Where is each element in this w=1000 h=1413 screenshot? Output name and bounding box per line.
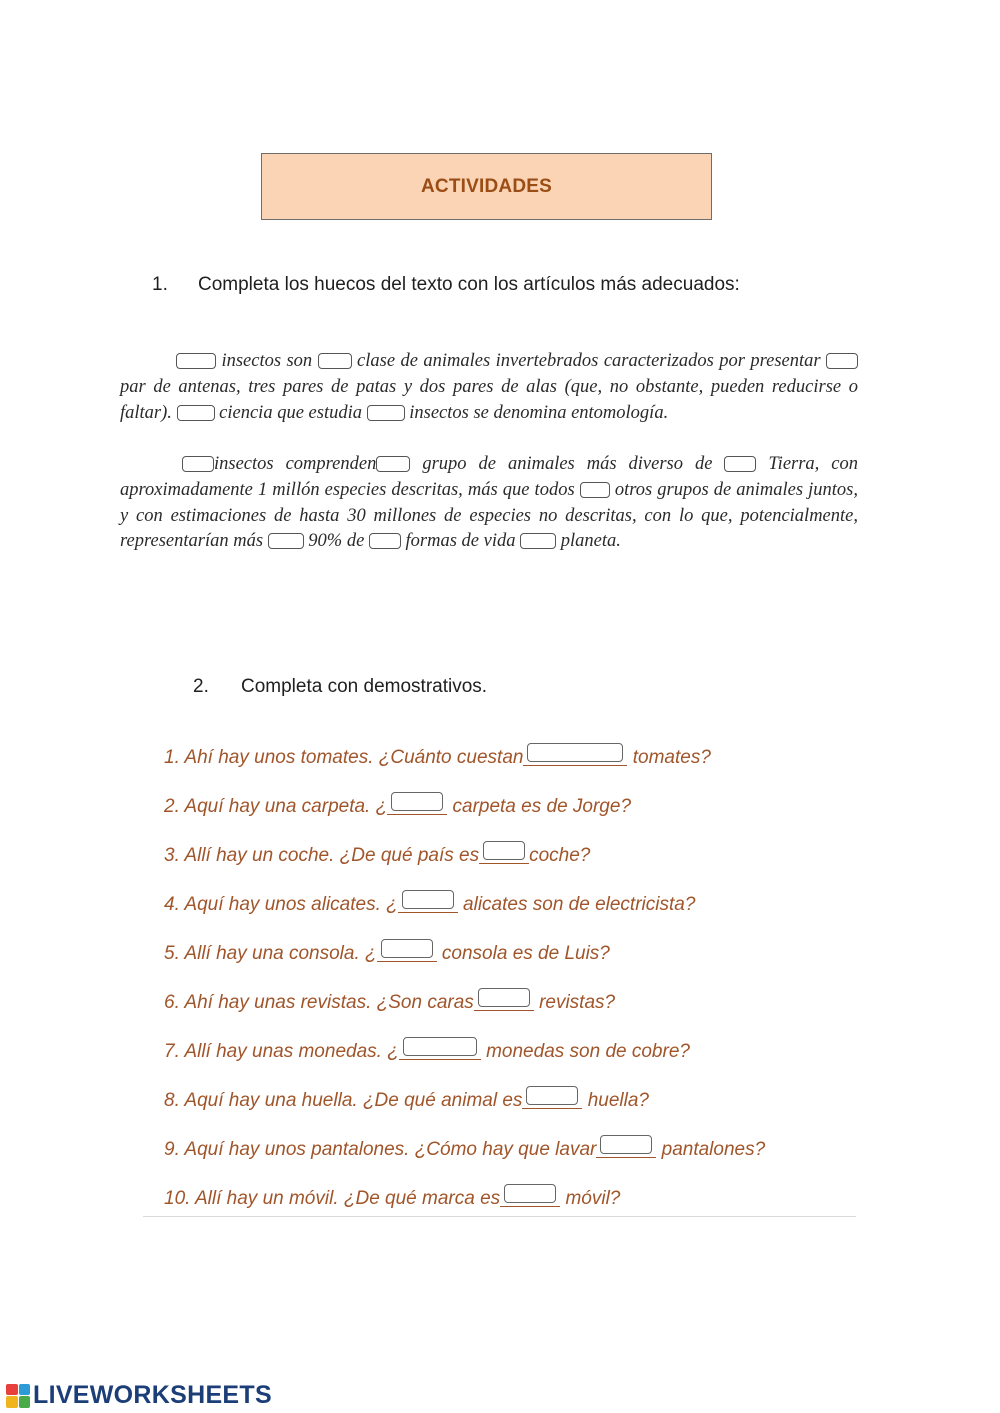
answer-blank-3[interactable] bbox=[826, 353, 858, 369]
item-prompt: 9. Aquí hay unos pantalones. ¿Cómo hay que lavar bbox=[164, 1139, 597, 1160]
list-item bbox=[164, 740, 765, 789]
logo-square bbox=[6, 1396, 18, 1408]
text-segment: formas de vida bbox=[405, 531, 516, 552]
answer-blank-demo-8[interactable] bbox=[522, 1089, 582, 1109]
answer-blank-11[interactable] bbox=[369, 533, 401, 549]
answer-blank-demo-3[interactable] bbox=[479, 844, 529, 864]
text-segment: par de antenas, tres pares de patas y dos pares de alas (que, no obstante, pueden reducirse o faltar). bbox=[120, 376, 858, 423]
logo-square bbox=[6, 1384, 18, 1396]
answer-box[interactable] bbox=[504, 1184, 556, 1203]
list-item bbox=[164, 1181, 765, 1230]
answer-blank-demo-4[interactable] bbox=[398, 893, 458, 913]
liveworksheets-logo-icon bbox=[6, 1384, 30, 1408]
item-prompt: 7. Allí hay unas monedas. ¿ bbox=[164, 1041, 399, 1062]
title-banner bbox=[261, 153, 712, 220]
exercise-2-instruction: Completa con demostrativos. bbox=[241, 676, 488, 697]
answer-box[interactable] bbox=[600, 1135, 652, 1154]
item-prompt: 1. Ahí hay unos tomates. ¿Cuánto cuestan bbox=[164, 747, 524, 768]
list-item bbox=[164, 789, 765, 838]
answer-box[interactable] bbox=[526, 1086, 578, 1105]
answer-blank-7[interactable] bbox=[376, 456, 410, 472]
logo-square bbox=[19, 1384, 31, 1396]
item-prompt: 6. Ahí hay unas revistas. ¿Son caras bbox=[164, 992, 474, 1013]
answer-box[interactable] bbox=[402, 890, 454, 909]
answer-box[interactable] bbox=[381, 939, 433, 958]
item-ending: coche? bbox=[529, 845, 591, 866]
item-prompt: 8. Aquí hay una huella. ¿De qué animal es bbox=[164, 1090, 523, 1111]
bottom-divider bbox=[143, 1216, 856, 1217]
exercise-2-heading bbox=[193, 676, 487, 698]
list-item bbox=[164, 838, 765, 887]
answer-box[interactable] bbox=[478, 988, 530, 1007]
answer-blank-demo-2[interactable] bbox=[387, 795, 447, 815]
text-segment: insectos se denomina entomología. bbox=[409, 402, 669, 423]
answer-blank-4[interactable] bbox=[177, 405, 215, 421]
answer-box[interactable] bbox=[391, 792, 443, 811]
exercise-1-number: 1. bbox=[152, 274, 168, 295]
answer-blank-9[interactable] bbox=[580, 482, 610, 498]
list-item bbox=[164, 1034, 765, 1083]
item-ending: carpeta es de Jorge? bbox=[452, 796, 632, 817]
answer-blank-demo-9[interactable] bbox=[596, 1138, 656, 1158]
text-segment: clase de animales invertebrados caracterizados por presentar bbox=[357, 351, 821, 371]
item-ending: pantalones? bbox=[661, 1139, 766, 1160]
list-item bbox=[164, 887, 765, 936]
item-ending: tomates? bbox=[632, 747, 711, 768]
item-ending: monedas son de cobre? bbox=[486, 1041, 690, 1062]
item-prompt: 3. Allí hay un coche. ¿De qué país es bbox=[164, 845, 480, 866]
item-ending: revistas? bbox=[539, 992, 616, 1013]
answer-blank-8[interactable] bbox=[724, 456, 756, 472]
exercise-1-paragraph-1 bbox=[120, 349, 858, 426]
text-segment: 90% de bbox=[308, 531, 365, 552]
liveworksheets-logo[interactable] bbox=[6, 1381, 272, 1410]
exercise-1-heading bbox=[152, 274, 740, 296]
list-item bbox=[164, 936, 765, 985]
brand-name: LIVEWORKSHEETS bbox=[33, 1381, 272, 1409]
list-item bbox=[164, 1083, 765, 1132]
answer-blank-demo-7[interactable] bbox=[399, 1040, 481, 1060]
text-segment: otros grupos de animales juntos, y con estimaciones de hasta 30 millones de especies no descritas, con lo que, potencialmente, representarían más bbox=[120, 479, 858, 552]
answer-box[interactable] bbox=[403, 1037, 477, 1056]
item-ending: móvil? bbox=[565, 1188, 621, 1209]
answer-blank-demo-5[interactable] bbox=[377, 942, 437, 962]
page-title: ACTIVIDADES bbox=[421, 175, 552, 197]
item-prompt: 5. Allí hay una consola. ¿ bbox=[164, 943, 377, 964]
text-segment: insectos comprenden bbox=[214, 454, 377, 474]
answer-blank-10[interactable] bbox=[268, 533, 304, 549]
answer-blank-2[interactable] bbox=[318, 353, 352, 369]
demonstratives-list bbox=[164, 740, 765, 1230]
text-segment: planeta. bbox=[560, 531, 621, 552]
answer-box[interactable] bbox=[527, 743, 623, 762]
answer-blank-demo-6[interactable] bbox=[474, 991, 534, 1011]
answer-blank-12[interactable] bbox=[520, 533, 556, 549]
answer-blank-6[interactable] bbox=[182, 456, 214, 472]
logo-square bbox=[19, 1396, 31, 1408]
answer-blank-demo-10[interactable] bbox=[500, 1187, 560, 1207]
item-ending: alicates son de electricista? bbox=[463, 894, 696, 915]
text-segment: insectos son bbox=[221, 351, 313, 371]
item-ending: consola es de Luis? bbox=[441, 943, 610, 964]
exercise-1-paragraph-2 bbox=[120, 452, 858, 555]
exercise-2-number: 2. bbox=[193, 676, 209, 697]
text-segment: Tierra, con aproximadamente 1 millón especies descritas, más que todos bbox=[120, 454, 858, 500]
item-prompt: 4. Aquí hay unos alicates. ¿ bbox=[164, 894, 398, 915]
text-segment: ciencia que estudia bbox=[219, 402, 362, 423]
answer-blank-demo-1[interactable] bbox=[523, 746, 627, 766]
exercise-1-instruction: Completa los huecos del texto con los artículos más adecuados: bbox=[198, 274, 740, 295]
text-segment: grupo de animales más diverso de bbox=[422, 454, 713, 474]
item-ending: huella? bbox=[587, 1090, 649, 1111]
list-item bbox=[164, 1132, 765, 1181]
answer-blank-5[interactable] bbox=[367, 405, 405, 421]
answer-blank-1[interactable] bbox=[176, 353, 216, 369]
item-prompt: 10. Allí hay un móvil. ¿De qué marca es bbox=[164, 1188, 501, 1209]
item-prompt: 2. Aquí hay una carpeta. ¿ bbox=[164, 796, 388, 817]
answer-box[interactable] bbox=[483, 841, 525, 860]
list-item bbox=[164, 985, 765, 1034]
